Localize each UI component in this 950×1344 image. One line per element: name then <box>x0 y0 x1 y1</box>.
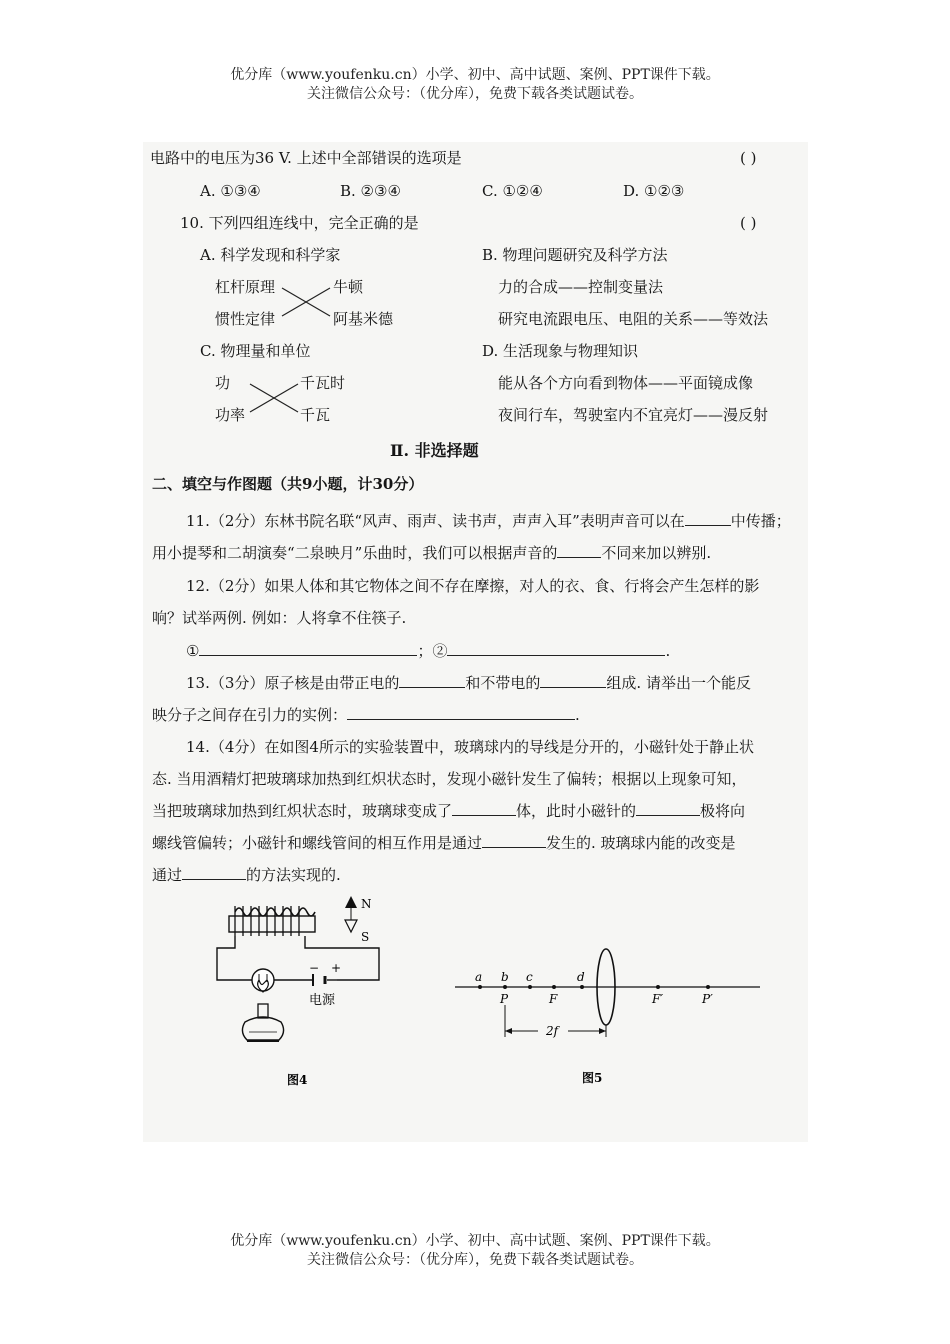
figure-5-caption: 图5 <box>582 1071 603 1085</box>
q13-blank-1[interactable] <box>399 673 465 688</box>
q13-text-2: 和不带电的 <box>465 674 541 692</box>
q12-line-1: 12.（2分）如果人体和其它物体之间不存在摩擦，对人的衣、食、行将会产生怎样的影 <box>186 577 760 595</box>
q10-c-cross-lines <box>248 380 302 416</box>
q11-blank-1[interactable] <box>685 511 731 526</box>
point-F: F <box>549 992 558 1006</box>
q14-text-5b: 的方法实现的. <box>246 866 341 884</box>
q9-option-a: A. ①③④ <box>200 182 261 200</box>
section-subtitle: 二、填空与作图题（共9小题，计30分） <box>152 475 424 493</box>
south-label: S <box>361 930 370 944</box>
q12-blank-1[interactable] <box>199 641 417 656</box>
figure-5 <box>450 945 770 1093</box>
q10-stem: 10. 下列四组连线中，完全正确的是 <box>180 214 419 232</box>
q10-b-line-1: 力的合成——控制变量法 <box>498 278 664 296</box>
q10-c-left-2: 功率 <box>215 406 246 424</box>
q14-line-2: 态. 当用酒精灯把玻璃球加热到红炽状态时，发现小磁针发生了偏转；根据以上现象可知， <box>152 770 747 788</box>
q12-line-2: 响？试举两例. 例如：人将拿不住筷子. <box>152 609 407 627</box>
q14-text-4a: 螺线管偏转；小磁针和螺线管间的相互作用是通过 <box>152 834 483 852</box>
q12-end: . <box>665 642 671 660</box>
power-source-label: 电源 <box>309 993 336 1008</box>
q14-blank-1[interactable] <box>452 801 516 816</box>
q14-line-3 <box>152 801 745 821</box>
q10-d-title: D. 生活现象与物理知识 <box>482 342 639 360</box>
q13-blank-3[interactable] <box>347 705 575 720</box>
q11-line-1 <box>186 511 791 531</box>
q14-blank-3[interactable] <box>482 833 546 848</box>
q14-text-5a: 通过 <box>152 866 183 884</box>
q9-option-b: B. ②③④ <box>340 182 401 200</box>
figure-4-caption: 图4 <box>287 1073 308 1087</box>
q12-line-3 <box>186 641 670 661</box>
point-a: a <box>475 970 483 984</box>
q11-text-4: 不同来加以辨别. <box>601 544 712 562</box>
glass-bulb <box>252 969 274 991</box>
q14-text-3a: 当把玻璃球加热到红炽状态时，玻璃球变成了 <box>152 802 453 820</box>
q10-d-line-1: 能从各个方向看到物体——平面镜成像 <box>498 374 754 392</box>
q14-blank-2[interactable] <box>636 801 700 816</box>
q10-c-right-2: 千瓦 <box>300 406 331 424</box>
point-b: b <box>501 970 509 984</box>
q10-d-line-2: 夜间行车，驾驶室内不宜亮灯——漫反射 <box>498 406 769 424</box>
point-P-prime: P′ <box>702 992 713 1006</box>
q10-b-line-2: 研究电流跟电压、电阻的关系——等效法 <box>498 310 769 328</box>
solenoid <box>229 906 315 936</box>
q14-text-3b: 体，此时小磁针的 <box>516 802 637 820</box>
q11-text-2: 中传播； <box>730 512 791 530</box>
wire-circuit <box>217 936 379 986</box>
q14-blank-4[interactable] <box>182 865 246 880</box>
north-label: N <box>361 897 372 911</box>
q12-blank-2[interactable] <box>447 641 665 656</box>
q10-a-right-1: 牛顿 <box>333 278 364 296</box>
distance-label: 2f <box>546 1024 559 1038</box>
q13-line-1 <box>186 673 751 693</box>
point-P: P <box>500 992 509 1006</box>
q13-text-4: 映分子之间存在引力的实例： <box>152 706 348 724</box>
figure-4 <box>205 892 405 1102</box>
header-line-1: 优分库（www.youfenku.cn）小学、初中、高中试题、案例、PPT课件下载。 <box>230 67 720 83</box>
q10-a-left-2: 惯性定律 <box>215 310 276 328</box>
footer-line-1: 优分库（www.youfenku.cn）小学、初中、高中试题、案例、PPT课件下载。 <box>230 1233 720 1249</box>
point-d: d <box>577 970 585 984</box>
q10-c-left-1: 功 <box>215 374 231 392</box>
q14-text-4b: 发生的. 玻璃球内能的改变是 <box>546 834 736 852</box>
q10-a-cross-lines <box>280 284 334 320</box>
q10-c-title: C. 物理量和单位 <box>200 342 311 360</box>
q14-line-1: 14.（4分）在如图4所示的实验装置中，玻璃球内的导线是分开的，小磁针处于静止状 <box>186 738 754 756</box>
q13-blank-2[interactable] <box>540 673 606 688</box>
point-c: c <box>526 970 533 984</box>
q10-paren: ( ) <box>740 214 757 232</box>
q12-mark-1: ① <box>186 642 200 660</box>
q10-a-title: A. 科学发现和科学家 <box>200 246 341 264</box>
footer-line-2: 关注微信公众号：（优分库），免费下载各类试题试卷。 <box>307 1252 643 1268</box>
section-title: Ⅱ. 非选择题 <box>390 441 479 460</box>
q10-b-title: B. 物理问题研究及科学方法 <box>482 246 668 264</box>
q14-line-4 <box>152 833 736 853</box>
minus-label: − <box>309 961 320 975</box>
q10-a-left-1: 杠杆原理 <box>215 278 276 296</box>
compass-needle <box>345 896 357 932</box>
plus-label: + <box>331 961 342 975</box>
q11-line-2 <box>152 543 711 563</box>
q9-paren: ( ) <box>740 149 757 167</box>
q9-option-d: D. ①②③ <box>623 182 685 200</box>
q12-mark-2: ；② <box>417 642 448 660</box>
q9-option-c: C. ①②④ <box>482 182 543 200</box>
q11-text-3: 用小提琴和二胡演奏“二泉映月”乐曲时，我们可以根据声音的 <box>152 544 558 562</box>
q10-a-right-2: 阿基米德 <box>333 310 394 328</box>
q10-c-right-1: 千瓦时 <box>300 374 346 392</box>
q14-line-5 <box>152 865 341 885</box>
q13-text-1: 13.（3分）原子核是由带正电的 <box>186 674 400 692</box>
point-F-prime: F′ <box>652 992 664 1006</box>
q14-text-3c: 极将向 <box>700 802 746 820</box>
q13-end: . <box>575 706 580 724</box>
q11-text-1: 11.（2分）东林书院名联“风声、雨声、读书声，声声入耳”表明声音可以在 <box>186 512 685 530</box>
q13-text-3: 组成. 请举出一个能反 <box>606 674 751 692</box>
q11-blank-2[interactable] <box>557 543 601 558</box>
header-line-2: 关注微信公众号：（优分库），免费下载各类试题试卷。 <box>307 86 643 102</box>
q13-line-2 <box>152 705 580 725</box>
q9-stem: 电路中的电压为36 V. 上述中全部错误的选项是 <box>150 149 462 167</box>
